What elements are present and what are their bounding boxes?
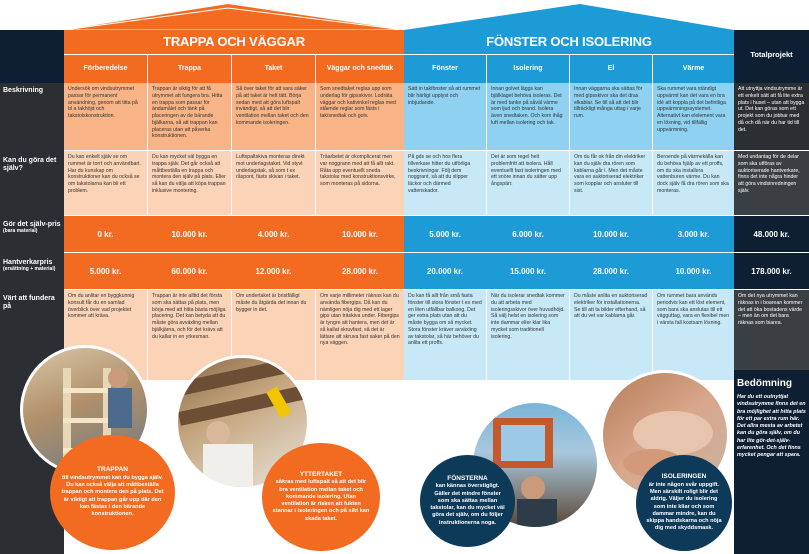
roof-right — [404, 4, 734, 30]
total-header: Totalprojekt — [750, 50, 793, 59]
price-hant-el: 28.000 kr. — [592, 267, 630, 276]
row-label-beskrivning: Beskrivning — [3, 87, 44, 94]
label-column-top — [0, 30, 64, 83]
caption-isoleringen-title: ISOLERINGEN — [661, 473, 707, 481]
col-header-taket: Taket — [232, 55, 315, 83]
price-hant-total: 178.000 kr. — [751, 267, 792, 276]
cell-kandu-taket: Luftspaltskiva monteras direkt mot underlagstaket. Vid styvt underlagstak, så som t ex råspont, fästs skivan i taket. — [232, 151, 315, 215]
caption-trappan — [50, 435, 175, 550]
row-label-vart-att: Värt att fundera på — [3, 295, 55, 311]
header-left: TRAPPA OCH VÄGGAR — [64, 30, 404, 54]
caption-yttertaket — [262, 443, 380, 551]
col-header-fonster: Fönster — [404, 55, 486, 83]
price-hant-varme: 10.000 kr. — [675, 267, 712, 276]
price-gor-vaggar: 10.000 kr. — [341, 230, 379, 239]
cell-kandu-fonster: På gds se och hos flera tillverkare hitter du utförliga beskrivningar. Följ dem noggrant, så att du slipper läckor och därmed vattenskador. — [404, 151, 486, 215]
cell-kandu-vaggar: Träarbetet är okomplicerat men var noggrann med att få allt rakt. Råta upp eventuellt sneda takstolar med konstruktionsvirke, som monteras på sidorna. — [316, 151, 404, 215]
price-hant-fonster: 20.000 kr. — [426, 267, 464, 276]
cell-beskrivning-el: Innan väggarna ska sättas för med gipsskivor ska det dras elkablar. Se till så att det blir tillräckligt många uttag i varje rum. — [570, 83, 652, 150]
cell-beskrivning-varme: Ska rummet vara ständigt uppvärmt kan det vara en bra idé att koppla på det befintliga uppvärmningssystemet. Alternativt kan elelement vara en lösning, vid tillfällig uppvärmning. — [653, 83, 734, 150]
price-gor-isolering: 6.000 kr. — [512, 230, 544, 239]
row-label-kan-du: Kan du göra det själv? — [3, 157, 57, 173]
cell-kandu-total: Med undantag för de delar som ska utföras av auktoriserade hantverkare, finns det inte några hinder att göra vindsinredningen själv. — [734, 151, 809, 215]
cell-kandu-el: Om du får ok från din elektriker kan du själv dra rören som kablarna går i. Men det måste vara en auktoriserad elektriker som kopplar och ansluter till sist. — [570, 151, 652, 215]
price-hant-forberedelse: 5.000 kr. — [89, 267, 122, 276]
price-gor-forberedelse: 0 kr. — [97, 230, 114, 239]
roof-left — [64, 4, 404, 30]
cell-vart-taket: Om undertaket är bristfälligt måste du åtgärda det innan du bygger in det. — [232, 290, 315, 380]
cell-kandu-trappa: Du kan mycket väl bygga en trappa själv. Det går också att måttbeställa en trappa och montera den själv på plats. Eller så kan du välja att köpa trappan inklusive montering. — [148, 151, 231, 215]
row-label-gor-main: Gör det själv-pris — [3, 221, 61, 228]
bedomning-title: Bedömning — [737, 378, 792, 389]
cell-vart-varme: Om rummet bara används periodvis kan ett löst element, som bara ska anslutas till ett vägguttag, vara en flexibel men i värsta fall kostsam lösning. — [653, 290, 734, 380]
caption-trappan-text: till vindsutrymmet kan du bygga själv. Du kan också välja att måttbeställa trappan och montera den på plats. Det är viktigt att trappan går upp där den kan fästas i den bärande konstruktionen. — [61, 474, 164, 518]
price-gor-varme: 3.000 kr. — [677, 230, 710, 239]
cell-vart-trappa: Trappan är inte alltid det första som ska sättas på plats, men börja med att hitta bästa möjliga placering. Det kan betyda att du måste göra avväxling mellan bjälkjärna, och för det krävs att du kallar in en yrkesman. — [148, 290, 231, 380]
price-hant-vaggar: 28.000 kr. — [341, 267, 379, 276]
price-gor-total: 48.000 kr. — [753, 230, 790, 239]
row-label-gor-sub: (bara material) — [3, 228, 38, 235]
cell-kandu-forberedelse: Du kan enkelt själv se om rummet är torrt och användbart. Har du kunskap om konstruktioner kan du också se om takstolarna kan bli ett problem. — [64, 151, 147, 215]
price-hant-taket: 12.000 kr. — [255, 267, 292, 276]
cell-kandu-varme: Beroende på värmekälla kan du behöva hjälp av ett proffs, om du ska installera vattenburen värme. Du kan dock själv få dra rören som ska monteras. — [653, 151, 734, 215]
cell-beskrivning-vaggar: Som snedtaket reglas upp som underlag för gipsskivor. Lodräta väggar och kattvinkel reglas med stående reglar som fästs i tak/snedtak och golv. — [316, 83, 404, 150]
cell-vart-total: Om det nya utrymmet kan räknas in i boarean kommer det att öka bostadens värde – men än om det bara räknas som biarea. — [734, 290, 809, 380]
row-label-hantverkarpris — [0, 256, 64, 276]
cell-kandu-isolering: Det är som regel helt problemfritt att isolera. Håll eventuellt fast isoleringen med ett snöre innan du sätter upp ångspärr. — [487, 151, 569, 215]
price-gor-el: 10.000 kr. — [592, 230, 630, 239]
col-header-el: El — [570, 55, 652, 83]
cell-vart-el: Du måste anlita en auktoriserad elektriker för installationerna. Se till att ta bilder efterhand, så att du vet var kablarna går. — [570, 290, 652, 380]
col-header-vaggar: Väggar och snedtak — [316, 55, 404, 83]
caption-trappan-title: TRAPPAN — [97, 466, 128, 474]
cell-vart-isolering: När du isolerar snedtak kommer du att arbeta med isoleringsskivor över huvudhöjd. Så välj helst en isolering som inte dammar eller klar lika mycket som traditionell isolering. — [487, 290, 569, 380]
col-header-forberedelse: Förberedelse — [64, 55, 147, 83]
cell-vart-fonster: Du kan få allt från små fasta fönster till stora fönster t ex med en liten utfällbar balkong. Det ger extra plats utan att du måste bygga om så mycket. Stora fönster kräver avväxling av takstolar, så här behöver du anlita ett proffs. — [404, 290, 486, 380]
caption-isoleringen-text: är inte någon svår uppgift. Men särskilt roligt blir det aldrig. Väljer du isolering som inte kliar och som dammar mindre, kan du skippa handskarna och nöja dig med skyddsmask. — [646, 481, 722, 532]
cell-beskrivning-trappa: Trappan är viktig för att få utrymmet att fungera bra. Hitta en trappa som passar för ändamålet och tänk på placeringen av de bärande bjälkarna, så att trappan kan placeras utan att påverka konstruktionen. — [148, 83, 231, 150]
cell-vart-forberedelse: Om du anlitar en byggkunnig konsult får du en samlad överblick över vad projektet kommer att kräva. — [64, 290, 147, 380]
caption-fonsterna — [420, 455, 515, 547]
cell-beskrivning-isolering: Innan golvet läggs kan bjälklaget behöva isoleras. Det är med tanke på såväl värme som ljud och brand. Isolera även snedtaken. Och kom ihåg luft mellan isolering och tak. — [487, 83, 569, 150]
col-header-trappa: Trappa — [148, 55, 231, 83]
row-label-hant-sub: (ersättning + material) — [3, 266, 56, 273]
price-gor-fonster: 5.000 kr. — [429, 230, 461, 239]
cell-beskrivning-total: Att utnyttja vindsutrymme är ett enkelt sätt att få lite extra plats i huset – utan att bygga ut. Det kan göras som ett projekt som du jobbar med då och då när du har tid till det. — [734, 83, 809, 150]
caption-isoleringen — [636, 455, 732, 551]
cell-vart-vaggar: Om varje millimeter räknas kan du använda fibergips. Då kan du nämligen nöja dig med ett lager gips utan träskiva under. Fibergips är tyngre att hantera, men det är så kallat skruvfast, så det är lättare att skruva fast saker på den nya väggen. — [316, 290, 404, 380]
row-label-gor-det-sjalv — [0, 218, 64, 238]
price-hant-isolering: 15.000 kr. — [509, 267, 547, 276]
col-header-isolering: Isolering — [487, 55, 569, 83]
bedomning-text: Har du ett outnyttjat vindsutrymme finns det en bra möjlighet att hitta plats för ett par extra rum här. Det allra mesta av arbetet kan du göra själv, om du har lite gör-det-själv-erfarenhet. Och det finns mycket pengar att spara. — [737, 394, 806, 459]
caption-yttertaket-title: YTTERTAKET — [299, 470, 343, 478]
cell-beskrivning-forberedelse: Undersök om vindsutrymmet passar för permanent användning, genom att titta på bl a takhöjd och takstolskonstruktion. — [64, 83, 147, 150]
cell-beskrivning-taket: Så över taket för att vara säker på att taket är helt tätt. Börja sedan med att göra luftspalt invändigt, så att det blir ventilation mellan taket och den kommande isoleringen. — [232, 83, 315, 150]
cell-beskrivning-fonster: Sätt in takfönster så att rummet blir härligt upplyst och inbjudande. — [404, 83, 486, 150]
caption-yttertaket-text: såkras med luftspalt så att det blir bra ventilation mellan taket och kommande isolering. Utan ventilation är risken att fukten stannar i isoleringen och på sikt kan skada taket. — [272, 479, 370, 522]
row-label-hant-main: Hantverkarpris — [3, 259, 53, 266]
col-header-varme: Värme — [653, 55, 734, 83]
caption-fonsterna-title: FÖNSTERNA — [447, 474, 488, 482]
price-gor-taket: 4.000 kr. — [257, 230, 290, 239]
price-gor-trappa: 10.000 kr. — [171, 230, 208, 239]
caption-fonsterna-text: kan kännas överstigligt. Gäller det mindre fönster som ska sättas mellan takstolar, kan du mycket väl göra det själv, om du följer instruktionerna noga. — [430, 483, 505, 526]
price-hant-trappa: 60.000 kr. — [171, 267, 208, 276]
header-right: FÖNSTER OCH ISOLERING — [404, 30, 734, 54]
